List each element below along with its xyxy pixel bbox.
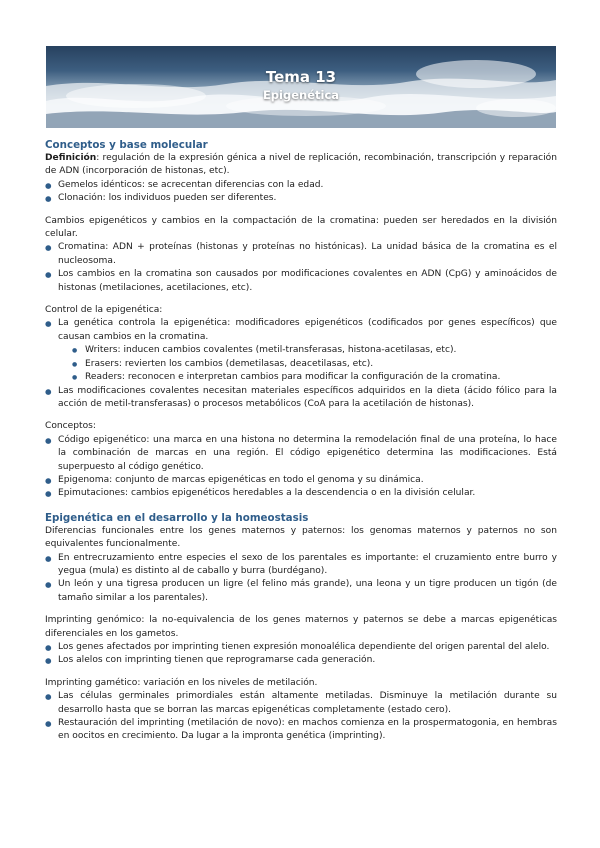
list-item: ● En entrecruzamiento entre especies el sexo de los parentales es importante: el cruzamiento entre burro y yegua (mula) es distinto al de caballo y burra (burdégano).: [45, 552, 557, 579]
paragraph: Conceptos:: [45, 421, 96, 432]
bullet-list: [45, 641, 557, 668]
list-item: ● Gemelos idénticos: se acrecentan diferencias con la edad.: [45, 179, 557, 192]
sub-list-item: ● Erasers: revierten los cambios (demetilasas, deacetilasas, etc).: [72, 358, 557, 371]
header-banner: [46, 46, 556, 128]
document-body: [45, 138, 557, 744]
bullet-list: [45, 241, 557, 295]
list-item: ● Los genes afectados por imprinting tienen expresión monoalélica dependiente del origen parental del alelo.: [45, 641, 557, 654]
list-item: ● Clonación: los individuos pueden ser diferentes.: [45, 192, 557, 205]
list-item: ● Los alelos con imprinting tienen que reprogramarse cada generación.: [45, 654, 557, 667]
list-item: ● Un león y una tigresa producen un ligre (el felino más grande), una leona y un tigre producen un tigón (de tamaño similar a los parentales).: [45, 578, 557, 605]
paragraph: Imprinting gamético: variación en los niveles de metilación.: [45, 677, 318, 688]
bullet-list: [45, 690, 557, 744]
bullet-list: [45, 434, 557, 501]
section-heading: Conceptos y base molecular: [45, 139, 208, 151]
sub-list-item: ● Readers: reconocen e interpretan cambios para modificar la configuración de la cromatina.: [72, 371, 557, 384]
list-item: ● Epigenoma: conjunto de marcas epigenéticas en todo el genoma y su dinámica.: [45, 474, 557, 487]
paragraph: Imprinting genómico: la no-equivalencia de los genes maternos y paternos se debe a marcas epigenéticas diferenciales en los gametos.: [45, 615, 557, 639]
list-item: ● Restauración del imprinting (metilación de novo): en machos comienza en la prospermatogonia, en hembras en oocitos en crecimiento. Da lugar a la impronta genética (imprinting).: [45, 717, 557, 744]
paragraph: Diferencias funcionales entre los genes maternos y paternos: los genomas maternos y paternos no son equivalentes funcionalmente.: [45, 525, 557, 550]
definition-paragraph: [45, 152, 557, 179]
bullet-list: [45, 317, 557, 411]
list-item: ● Las modificaciones covalentes necesitan materiales específicos adquiridos en la dieta (ácido fólico para la acción de metil-transferasas) o procesos metabólicos (CoA para la acetilación de histonas).: [45, 385, 557, 412]
list-item: ● Cromatina: ADN + proteínas (histonas y proteínas no histónicas). La unidad básica de la cromatina es el nucleosoma.: [45, 241, 557, 268]
bullet-list: [45, 179, 557, 206]
section-heading: Epigenética en el desarrollo y la homeostasis: [45, 511, 309, 524]
list-item: ● Los cambios en la cromatina son causados por modificaciones covalentes en ADN (CpG) y aminoácidos de histonas (metilaciones, acetilaciones, etc).: [45, 268, 557, 295]
bullet-list: [45, 552, 557, 606]
definition-label: Definición: [45, 153, 97, 163]
paragraph: Control de la epigenética:: [45, 305, 163, 316]
sub-bullet-list: [58, 344, 557, 384]
list-item: ● Las células germinales primordiales están altamente metiladas. Disminuye la metilación durante su desarrollo hasta que se borran las marcas epigenéticas completamente (estado cero).: [45, 690, 557, 717]
chapter-title: Tema 13: [265, 68, 337, 86]
list-item: ● Código epigenético: una marca en una histona no determina la remodelación final de una proteína, lo hace la combinación de marcas en una región. El código epigenético determina las modificaciones. Está superpuesto al código genético.: [45, 434, 557, 474]
definition-text: : regulación de la expresión génica a nivel de replicación, recombinación, transcripción y reparación de ADN (incorporación de histonas, etc).: [45, 153, 557, 177]
list-item: [45, 317, 557, 384]
sub-list-item: ● Writers: inducen cambios covalentes (metil-transferasas, histona-acetilasas, etc).: [72, 344, 557, 357]
chapter-subtitle: Epigenética: [262, 88, 340, 102]
paragraph: Cambios epigenéticos y cambios en la compactación de la cromatina: pueden ser heredados en la división celular.: [45, 215, 557, 240]
list-item-text: La genética controla la epigenética: modificadores epigenéticos (codificados por genes específicos) que causan cambios en la cromatina.: [58, 318, 557, 342]
list-item: ● Epimutaciones: cambios epigenéticos heredables a la descendencia o en la división celular.: [45, 487, 557, 500]
